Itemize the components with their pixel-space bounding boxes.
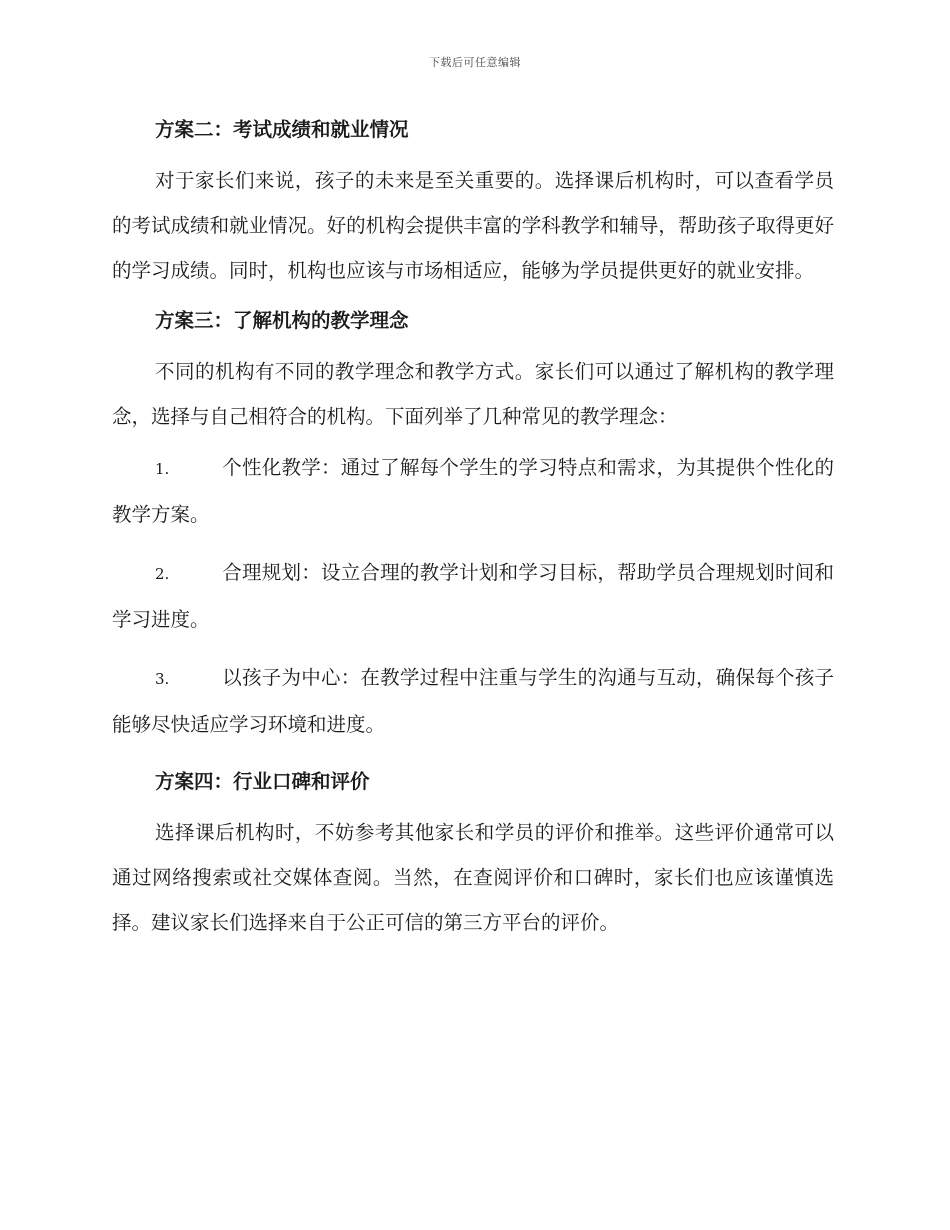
list-item-text: 个性化教学：通过了解每个学生的学习特点和需求，为其提供个性化的教学方案。 (112, 456, 834, 526)
list-item (112, 445, 834, 537)
list-item (112, 655, 834, 747)
list-item-number: 3. (155, 670, 170, 688)
section-heading-plan-4: 方案四：行业口碑和评价 (155, 770, 370, 793)
list-item-text: 合理规划：设立合理的教学计划和学习目标，帮助学员合理规划时间和学习进度。 (112, 561, 834, 631)
section-heading-plan-2: 方案二：考试成绩和就业情况 (155, 118, 409, 141)
list-item-number: 1. (155, 460, 170, 478)
section-paragraph-plan-2: 对于家长们来说，孩子的未来是至关重要的。选择课后机构时，可以查看学员的考试成绩和就业情况。好的机构会提供丰富的学科教学和辅导，帮助孩子取得更好的学习成绩。同时，机构也应该与市场相适应，能够为学员提供更好的就业安排。 (112, 169, 834, 282)
section-paragraph-plan-4: 选择课后机构时，不妨参考其他家长和学员的评价和推举。这些评价通常可以通过网络搜索或社交媒体查阅。当然，在查阅评价和口碑时，家长们也应该谨慎选择。建议家长们选择来自于公正可信的第三方平台的评价。 (112, 821, 834, 934)
list-item (112, 550, 834, 642)
section-paragraph-plan-3: 不同的机构有不同的教学理念和教学方式。家长们可以通过了解机构的教学理念，选择与自己相符合的机构。下面列举了几种常见的教学理念： (112, 360, 834, 428)
list-item-number: 2. (155, 565, 170, 583)
section-heading-plan-3: 方案三：了解机构的教学理念 (155, 309, 409, 332)
list-item-text: 以孩子为中心：在教学过程中注重与学生的沟通与互动，确保每个孩子能够尽快适应学习环境和进度。 (112, 666, 834, 736)
document-body (112, 108, 834, 951)
header-note: 下载后可任意编辑 (429, 56, 521, 69)
